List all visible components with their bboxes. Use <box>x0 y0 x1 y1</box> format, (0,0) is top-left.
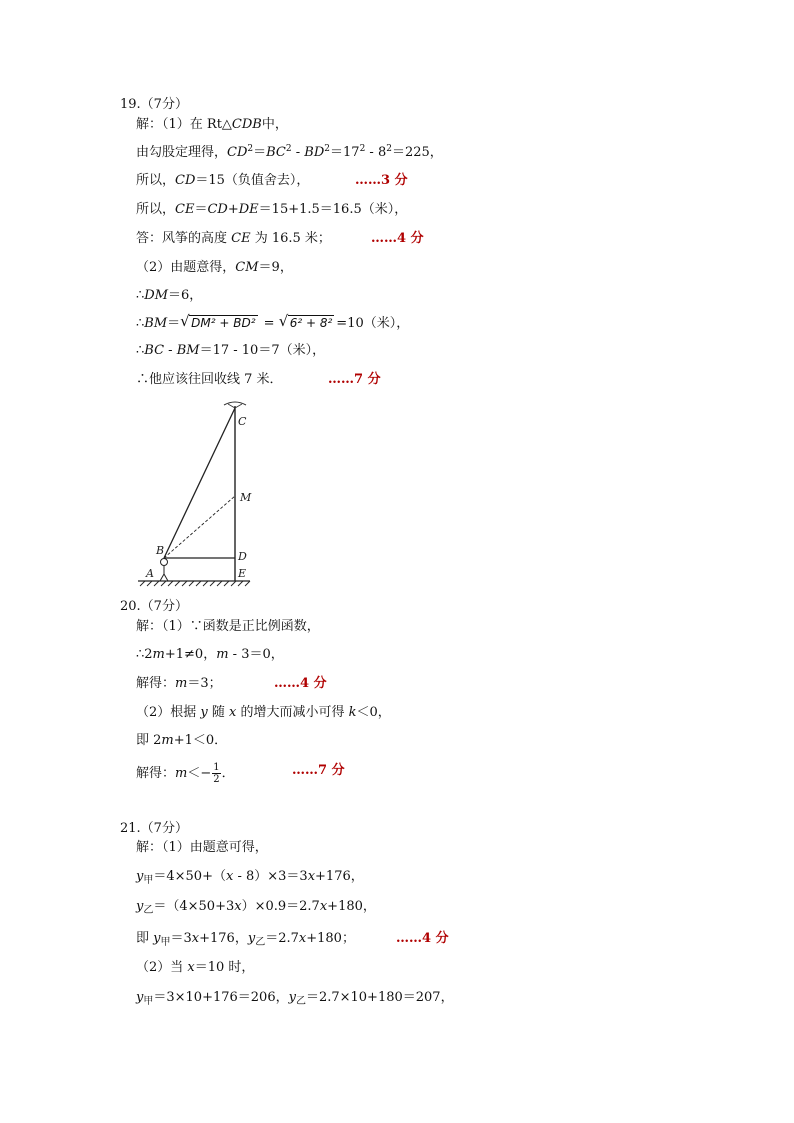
q19-line-9: ∴BC - BM＝17 - 10＝7（米）， <box>136 343 326 358</box>
segment-bm <box>164 496 235 558</box>
label-e: E <box>238 567 247 580</box>
q21-line-2: $y_甲=4\times 50+(x - 8)\times 3=3x+176$， <box>136 869 364 886</box>
ground-hatching <box>140 581 250 586</box>
q19-line-1: 解：（1）在 Rt△CDB中， <box>136 117 288 132</box>
q20-line-5: 即 2m+1＜0． <box>136 733 228 748</box>
q21-line-6: $y_甲=3\times 10+176=206$，$y_乙=2.7\times 10+180=207$， <box>136 990 454 1007</box>
q21-line-1: 解：（1）由题意可得， <box>136 840 268 855</box>
q21-line-3: $y_乙=(4\times 50+3x)\times 0.9=2.7x+180$， <box>136 899 376 916</box>
q21-header: 21.（7分） <box>120 821 188 836</box>
kite-shape <box>224 402 246 405</box>
segment-bc <box>164 408 235 558</box>
q19-line-3: 所以，CD＝15（负值舍去）， <box>136 173 310 188</box>
q19-header: 19.（7分） <box>120 97 188 112</box>
q19-line-10: ∴他应该往回收线 7 米． <box>136 372 283 387</box>
q19-line-8: ∴BM＝√ DM² + BD² = √ 6² + 8² =10（米）， <box>136 314 409 333</box>
q20-line-3: 解得：m＝3； <box>136 676 222 691</box>
q20-score-7: ……7 分 <box>292 763 345 778</box>
person-head <box>161 559 168 566</box>
sqrt-expression-1: √ DM² + BD² <box>180 314 257 333</box>
label-a: A <box>146 567 154 580</box>
q21-line-4: 即 $y_甲=3x+176$，$y_乙=2.7x+180$； <box>136 931 355 948</box>
q19-score-7: ……7 分 <box>328 372 381 387</box>
q19-line-6: （2）由题意得，CM＝9， <box>136 260 293 275</box>
q19-score-3: ……3 分 <box>355 173 408 188</box>
q19-score-4: ……4 分 <box>371 231 424 246</box>
q21-line-5: （2）当 x＝10 时， <box>136 960 255 975</box>
q20-line-2: ∴2m+1≠0，m - 3＝0， <box>136 647 284 662</box>
label-d: D <box>238 550 247 563</box>
q19-line-7: ∴DM＝6， <box>136 288 203 303</box>
q20-line-1: 解：（1）∵函数是正比例函数， <box>136 619 320 634</box>
q20-score-4: ……4 分 <box>274 676 327 691</box>
label-m: M <box>240 491 252 504</box>
fraction-one-half: $\frac{1}{2}$ <box>213 762 220 785</box>
q19-line-4: 所以，CE＝CD+DE＝15+1.5＝16.5（米）， <box>136 202 408 217</box>
q19-line-2: 由勾股定理得，$CD^2=BC^2 - BD^2=17^2 - 8^2=225$， <box>136 144 443 160</box>
label-b: B <box>156 544 165 557</box>
sqrt-expression-2: √ 6² + 8² <box>279 314 335 333</box>
geometry-figure <box>132 396 256 590</box>
label-c: C <box>238 415 247 428</box>
q19-line-5: 答：风筝的高度 CE 为 16.5 米； <box>136 231 331 246</box>
q20-line-4: （2）根据 y 随 x 的增大而减小可得 k＜0， <box>136 705 391 720</box>
q20-header: 20.（7分） <box>120 599 188 614</box>
q21-score-4: ……4 分 <box>396 931 449 946</box>
q20-line-6: 解得：m＜− $\frac{1}{2}$ ． <box>136 762 235 785</box>
